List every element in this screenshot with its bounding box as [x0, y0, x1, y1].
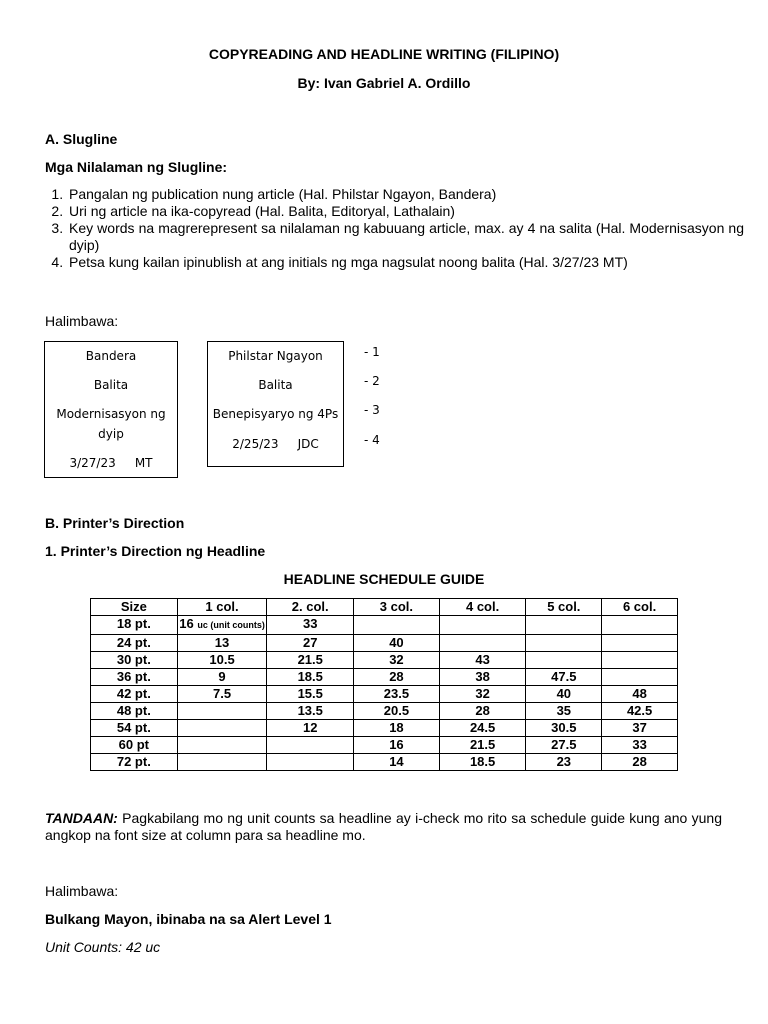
- table-cell: 42.5: [602, 703, 678, 720]
- slug-date-initials: 2/25/23 JDC: [232, 437, 319, 451]
- example-headline: Bulkang Mayon, ibinaba na sa Alert Level 1: [45, 911, 332, 927]
- section-b-heading: B. Printer’s Direction: [45, 515, 185, 531]
- example-label-b: Halimbawa:: [45, 883, 119, 899]
- table-cell: 24.5: [439, 720, 526, 737]
- list-item: 3. Key words na magrerepresent sa nilalaman ng kabuuang article, max. ay 4 na salita (Hal. Modernisasyon ng dyip): [67, 220, 744, 254]
- table-row: [91, 703, 678, 720]
- slug-keywords: Modernisasyon ng dyip: [56, 407, 166, 441]
- slug-publication: Bandera: [85, 349, 137, 363]
- table-cell: 13: [177, 635, 267, 652]
- marker: - 1: [364, 345, 380, 359]
- marker: - 4: [364, 433, 380, 447]
- slug-article-type: Balita: [258, 378, 293, 392]
- table-cell: 60 pt: [91, 737, 178, 754]
- marker: - 2: [364, 374, 380, 388]
- column-header: 2. col.: [267, 599, 354, 616]
- table-cell: [177, 754, 267, 771]
- table-cell: [354, 616, 440, 635]
- table-cell: 15.5: [267, 686, 354, 703]
- list-item: 4. Petsa kung kailan ipinublish at ang initials ng mga nagsulat noong balita (Hal. 3/27/23 MT): [67, 254, 744, 271]
- reminder-label: TANDAAN:: [45, 810, 118, 826]
- section-a-subheading: Mga Nilalaman ng Slugline:: [45, 159, 228, 175]
- table-cell: 28: [439, 703, 526, 720]
- table-cell: 30.5: [526, 720, 602, 737]
- table-cell: [267, 737, 354, 754]
- table-cell: 38: [439, 669, 526, 686]
- table-cell: 18: [354, 720, 440, 737]
- column-header: 5 col.: [526, 599, 602, 616]
- table-cell: 20.5: [354, 703, 440, 720]
- table-row: [91, 686, 678, 703]
- table-cell: [602, 616, 678, 635]
- unit-count-value: 16: [179, 616, 194, 631]
- table-cell: [439, 635, 526, 652]
- unit-counts: Unit Counts: 42 uc: [45, 939, 161, 955]
- table-cell: 42 pt.: [91, 686, 178, 703]
- table-cell: [177, 737, 267, 754]
- reminder-note: [45, 810, 722, 844]
- table-cell: 24 pt.: [91, 635, 178, 652]
- table-row: [91, 720, 678, 737]
- slug-article-type: Balita: [93, 378, 129, 392]
- table-cell: 36 pt.: [91, 669, 178, 686]
- table-cell: 54 pt.: [91, 720, 178, 737]
- marker: - 3: [364, 403, 380, 417]
- table-cell: 14: [354, 754, 440, 771]
- table-cell: 48: [602, 686, 678, 703]
- table-cell: [602, 635, 678, 652]
- table-row: [91, 635, 678, 652]
- table-cell: 16: [354, 737, 440, 754]
- slugline-example-box-2: [207, 341, 344, 467]
- slugline-contents-list: [45, 186, 744, 271]
- table-cell: 40: [354, 635, 440, 652]
- table-cell: 18 pt.: [91, 616, 178, 635]
- slugline-example-box-1: [44, 341, 178, 478]
- table-cell: [439, 616, 526, 635]
- document-title: COPYREADING AND HEADLINE WRITING (FILIPINO): [208, 46, 560, 62]
- table-cell: [267, 754, 354, 771]
- table-cell: 18.5: [439, 754, 526, 771]
- slug-publication: Philstar Ngayon: [228, 349, 323, 363]
- table-cell: 10.5: [177, 652, 267, 669]
- table-cell: 27.5: [526, 737, 602, 754]
- table-cell: 32: [354, 652, 440, 669]
- column-header: 3 col.: [354, 599, 440, 616]
- table-cell: 47.5: [526, 669, 602, 686]
- section-a-heading: A. Slugline: [45, 131, 118, 147]
- example-label-a: Halimbawa:: [45, 313, 119, 329]
- table-cell: 23.5: [354, 686, 440, 703]
- table-cell: 35: [526, 703, 602, 720]
- table-cell: 72 pt.: [91, 754, 178, 771]
- table-cell: [177, 720, 267, 737]
- table-cell: 33: [602, 737, 678, 754]
- table-row: [91, 652, 678, 669]
- table-cell: 9: [177, 669, 267, 686]
- table-cell: 48 pt.: [91, 703, 178, 720]
- table-cell: [602, 652, 678, 669]
- slug-date-initials: 3/27/23 MT: [69, 456, 153, 470]
- table-cell: 28: [354, 669, 440, 686]
- table-cell: 43: [439, 652, 526, 669]
- table-cell: 18.5: [267, 669, 354, 686]
- column-header: 6 col.: [602, 599, 678, 616]
- table-cell: 30 pt.: [91, 652, 178, 669]
- table-cell: [526, 652, 602, 669]
- table-cell: 37: [602, 720, 678, 737]
- table-cell: [177, 616, 267, 635]
- table-cell: 28: [602, 754, 678, 771]
- table-cell: 32: [439, 686, 526, 703]
- column-header: 4 col.: [439, 599, 526, 616]
- headline-schedule-table: [90, 598, 678, 771]
- table-cell: [177, 703, 267, 720]
- section-b-subheading: 1. Printer’s Direction ng Headline: [45, 543, 266, 559]
- table-cell: 27: [267, 635, 354, 652]
- table-row: [91, 669, 678, 686]
- table-cell: 12: [267, 720, 354, 737]
- unit-count-note: uc (unit counts): [197, 620, 265, 630]
- table-row: [91, 737, 678, 754]
- table-cell: [526, 616, 602, 635]
- column-header: Size: [91, 599, 178, 616]
- column-header: 1 col.: [177, 599, 267, 616]
- table-cell: 23: [526, 754, 602, 771]
- table-row: [91, 616, 678, 635]
- table-cell: 40: [526, 686, 602, 703]
- table-cell: 7.5: [177, 686, 267, 703]
- table-header-row: [91, 599, 678, 616]
- table-cell: 21.5: [267, 652, 354, 669]
- reminder-text: Pagkabilang mo ng unit counts sa headline ay i-check mo rito sa schedule guide kung ano yung angkop na font size at column para sa headline mo.: [45, 810, 722, 843]
- table-title: HEADLINE SCHEDULE GUIDE: [283, 571, 485, 587]
- table-cell: [526, 635, 602, 652]
- table-row: [91, 754, 678, 771]
- list-item: 1. Pangalan ng publication nung article (Hal. Philstar Ngayon, Bandera): [67, 186, 744, 203]
- table-cell: 13.5: [267, 703, 354, 720]
- table-cell: 33: [267, 616, 354, 635]
- table-cell: [602, 669, 678, 686]
- slug-keywords: Benepisyaryo ng 4Ps: [212, 407, 339, 421]
- document-author: By: Ivan Gabriel A. Ordillo: [297, 75, 471, 91]
- table-cell: 21.5: [439, 737, 526, 754]
- list-item: 2. Uri ng article na ika-copyread (Hal. Balita, Editoryal, Lathalain): [67, 203, 744, 220]
